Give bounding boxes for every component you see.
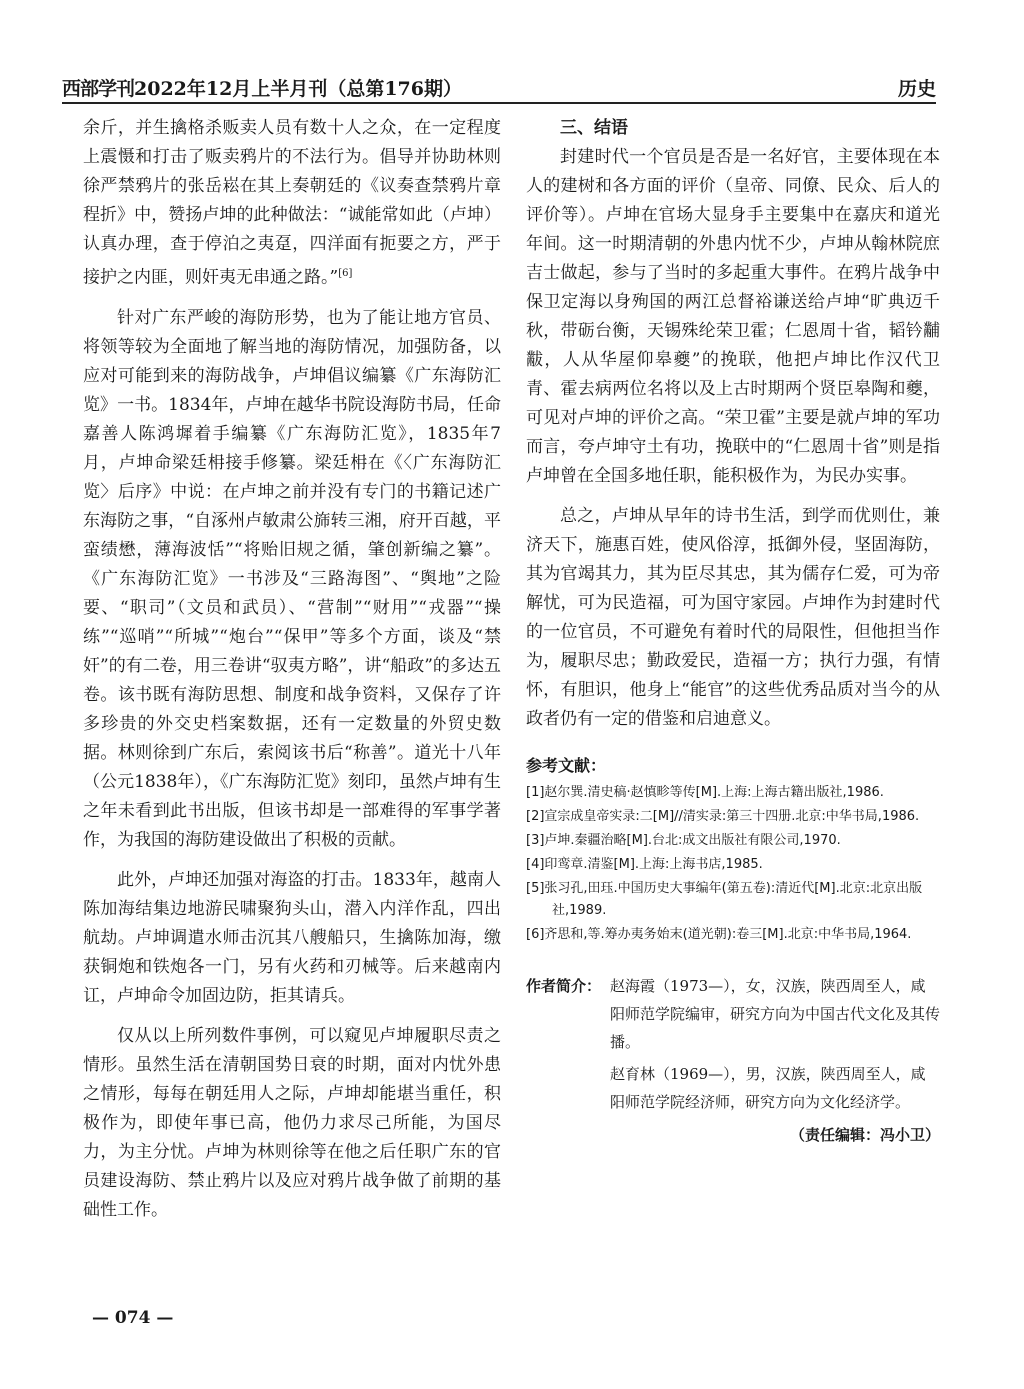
paragraph: 仅从以上所列数件事例，可以窥见卢坤履职尽责之情形。虽然生活在清朝国势日衰的时期，面对内忧外患之情形，每每在朝廷用人之际，卢坤却能堪当重任，积极作为，即使年事已高，他仍力求尽己所能，为国尽力，为主分忧。卢坤为林则徐等在他之后任职广东的官员建设海防、禁止鸦片以及应对鸦片战争做了前期的基础性工作。 [83, 1025, 501, 1220]
left-column [83, 114, 501, 1225]
reference-item: [6]齐思和,等.筹办夷务始末(道光朝):卷三[M].北京:中华书局,1964. [526, 927, 912, 942]
right-column [526, 114, 940, 1145]
author-label: 作者简介： [526, 977, 602, 995]
paragraph: 总之，卢坤从早年的诗书生活，到学而优则仕，兼济天下，施惠百姓，使风俗淳，抵御外侵，坚固海防，其为官竭其力，其为臣尽其忠，其为儒存仁爱，可为帝解忧，可为民造福，可为国守家园。卢坤作为封建时代的一位官员，不可避免有着时代的局限性，但他担当作为，履职尽忠；勤政爱民，造福一方；执行力强，有情怀，有胆识，他身上“能官”的这些优秀品质对当今的从政者仍有一定的借鉴和启迪意义。 [526, 506, 940, 729]
reference-item: [1]赵尔巽.清史稿·赵慎畛等传[M].上海:上海古籍出版社,1986. [526, 785, 884, 800]
page-number: — 074 — [92, 1308, 174, 1328]
running-header [62, 74, 936, 104]
journal-logo: 西部学刊 [62, 78, 135, 100]
header-left [62, 74, 462, 101]
reference-item: [3]卢坤.秦疆治略[M].台北:成文出版社有限公司,1970. [526, 833, 841, 848]
section-name: 历史 [897, 78, 936, 100]
section-heading: 三、结语 [560, 118, 628, 138]
footnote-marker: [6] [338, 268, 353, 279]
author-bio [526, 972, 940, 1116]
paragraph: 封建时代一个官员是否是一名好官，主要体现在本人的建树和各方面的评价（皇帝、同僚、民众、后人的评价等）。卢坤在官场大显身手主要集中在嘉庆和道光年间。这一时期清朝的外患内忧不少，卢坤从翰林院庶吉士做起，参与了当时的多起重大事件。在鸦片战争中保卫定海以身殉国的两江总督裕谦送给卢坤“旷典迈千秋，带砺台衡，天锡殊纶荣卫霍；仁恩周十省，韬钤黼黻，人从华屋仰皋夔”的挽联，他把卢坤比作汉代卫青、霍去病两位名将以及上古时期两个贤臣皋陶和夔，可见对卢坤的评价之高。“荣卫霍”主要是就卢坤的军功而言，夸卢坤守土有功，挽联中的“仁恩周十省”则是指卢坤曾在全国多地任职，能积极作为，为民办实事。 [526, 147, 940, 486]
reference-item: [2]宣宗成皇帝实录:二[M]//清实录:第三十四册.北京:中华书局,1986. [526, 809, 920, 824]
paragraph: 针对广东严峻的海防形势，也为了能让地方官员、将领等较为全面地了解当地的海防情况，加强防备，以应对可能到来的海防战争，卢坤倡议编纂《广东海防汇览》一书。1834年，卢坤在越华书院设海防书局，任命嘉善人陈鸿墀着手编纂《广东海防汇览》，1835年7月，卢坤命梁廷枏接手修纂。梁廷枏在《〈广东海防汇览〉后序》中说：在卢坤之前并没有专门的书籍记述广东海防之事，“自涿州卢敏肃公旆转三湘，府开百越，平蛮绩懋，薄海波恬”“将贻旧规之循，肇创新编之纂”。《广东海防汇览》一书涉及“三路海图”、“舆地”之险要、“职司”（文员和武员）、“营制”“财用”“戎器”“操练”“巡哨”“所城”“炮台”“保甲”等多个方面，谈及“禁奸”的有二卷，用三卷讲“驭夷方略”，讲“船政”的多达五卷。该书既有海防思想、制度和战争资料，又保存了许多珍贵的外交史档案数据，还有一定数量的外贸史数据。林则徐到广东后，索阅该书后“称善”。道光十八年（公元1838年），《广东海防汇览》刻印，虽然卢坤有生之年未看到此书出版，但该书却是一部难得的军事学著作，为我国的海防建设做出了积极的贡献。 [83, 307, 501, 850]
responsible-editor: （责任编辑：冯小卫） [789, 1126, 940, 1144]
paragraph-text: 余斤，并生擒格杀贩卖人员有数十人之众，在一定程度上震慑和打击了贩卖鸦片的不法行为。倡导并协助林则徐严禁鸦片的张岳崧在其上奏朝廷的《议奏查禁鸦片章程折》中，赞扬卢坤的此种做法：“诚能常如此（卢坤）认真办理，查于停泊之夷趸，四洋面有扼要之方，严于接护之内匪，则奸夷无串通之路。” [83, 118, 501, 288]
issue-info: 2022年12月上半月刊（总第176期） [134, 78, 462, 100]
paragraph: 此外，卢坤还加强对海盗的打击。1833年，越南人陈加海结集边地游民啸聚狗头山，潜入内洋作乱，四出航劫。卢坤调遣水师击沉其八艘船只，生擒陈加海，缴获铜炮和铁炮各一门，另有火药和刃械等。后来越南内讧，卢坤命令加固边防，拒其请兵。 [83, 869, 501, 1006]
reference-item: [4]印鸾章.清鉴[M].上海:上海书店,1985. [526, 857, 763, 872]
author-bio-2: 赵育林（1969—），男，汉族，陕西周至人，咸阳师范学院经济师，研究方向为文化经济学。 [610, 1065, 926, 1111]
references-heading: 参考文献： [526, 756, 607, 775]
author-bio-1: 赵海霞（1973—），女，汉族，陕西周至人，咸阳师范学院编审，研究方向为中国古代文化及其传播。 [610, 977, 941, 1051]
paragraph-continued [83, 114, 501, 293]
reference-item: [5]张习孔,田珏.中国历史大事编年(第五卷):清近代[M].北京:北京出版社,1989. [526, 881, 923, 918]
reference-list [526, 782, 940, 946]
